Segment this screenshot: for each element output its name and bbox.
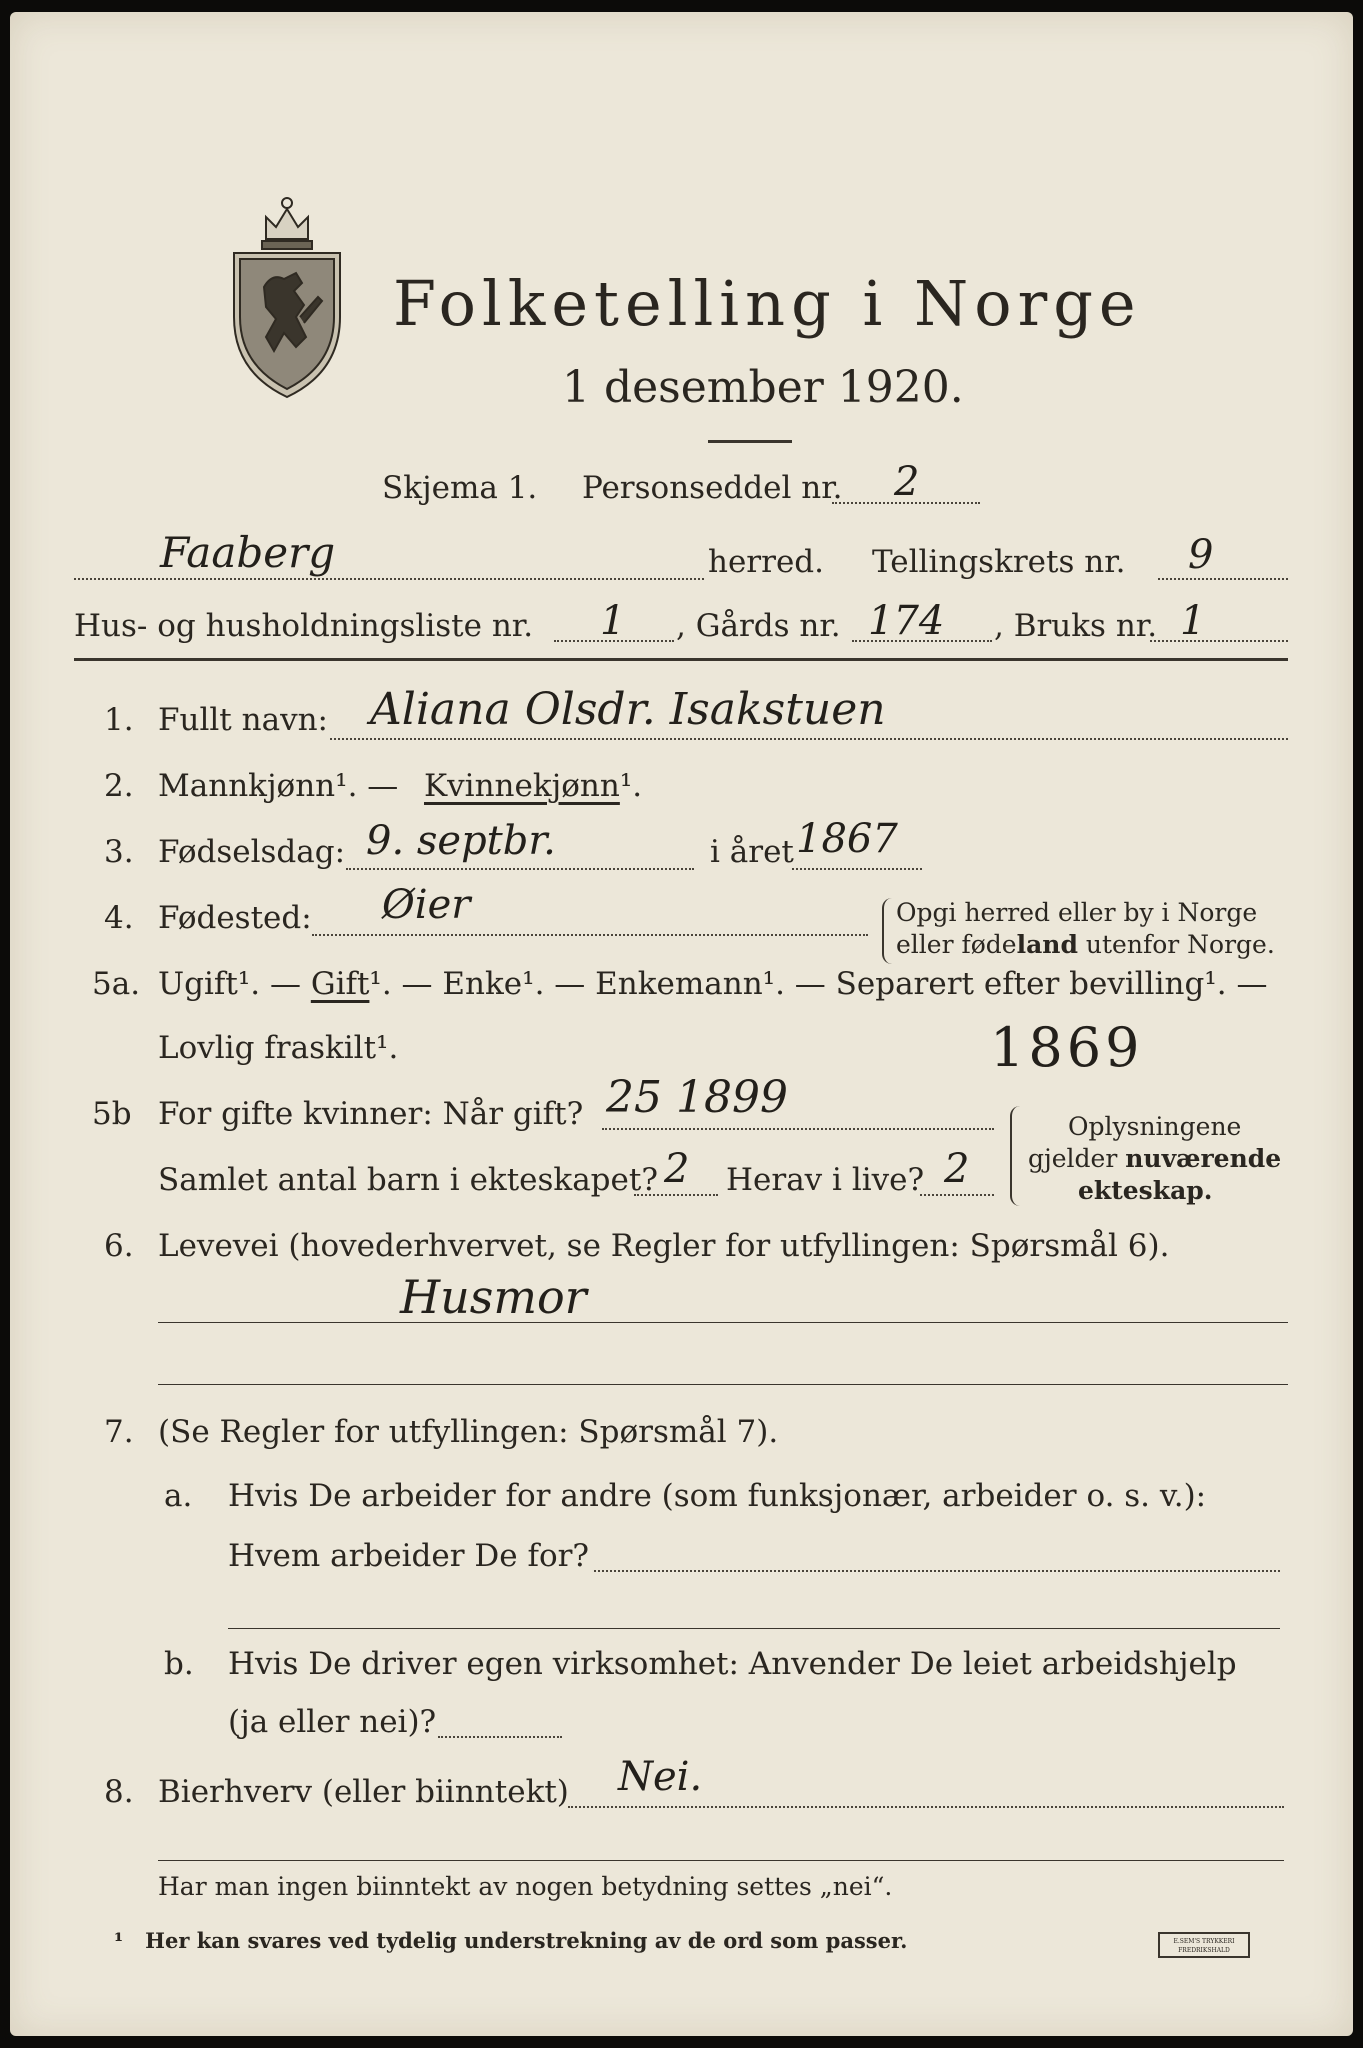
q6-number: 6.	[104, 1228, 134, 1264]
census-form-sheet	[10, 12, 1353, 2036]
printer-stamp	[1158, 1932, 1250, 1958]
tellingskrets-value: 9	[1188, 532, 1214, 578]
q1-fullname-value: Aliana Olsdr. Isakstuen	[370, 684, 886, 735]
title-rule	[708, 440, 792, 443]
q4-note-line2-a: eller føde	[896, 930, 1017, 959]
q6-line-1	[158, 1322, 1288, 1323]
herred-line	[74, 578, 704, 580]
hus-value: 1	[600, 598, 626, 644]
footnote-marker: ¹	[114, 1928, 124, 1953]
q5b-barn-label: Samlet antal barn i ekteskapet?	[158, 1162, 658, 1198]
q5a-gift-option: Gift	[310, 966, 370, 1002]
q7b-letter: b.	[164, 1646, 194, 1682]
q6-label: Levevei (hovederhvervet, se Regler for utfyllingen: Spørsmål 6).	[158, 1228, 1170, 1264]
herred-value: Faaberg	[160, 528, 336, 577]
q4-label: Fødested:	[158, 900, 312, 936]
q4-line	[312, 934, 868, 936]
q8-note: Har man ingen biinntekt av nogen betydning settes „nei“.	[158, 1872, 893, 1901]
personseddel-value: 2	[894, 459, 920, 505]
q5b-barn-line	[634, 1194, 718, 1196]
q7a-text: Hvis De arbeider for andre (som funksjonær, arbeider o. s. v.):	[228, 1478, 1207, 1514]
q7b-question: (ja eller nei)?	[228, 1704, 437, 1740]
footnote	[114, 1928, 907, 1953]
q2-female-option-row	[424, 768, 642, 804]
q5b-barn-value: 2	[664, 1146, 690, 1192]
q5b-live-line	[920, 1194, 994, 1196]
q5a-ugift: Ugift¹. —	[158, 966, 301, 1002]
q3-year-value: 1867	[796, 816, 898, 862]
q8-label: Bierhverv (eller biinntekt)	[158, 1774, 569, 1810]
q2-number: 2.	[104, 768, 134, 804]
printer-stamp-line1: E.SEM'S TRYKKERI	[1173, 1938, 1235, 1945]
q5b-note-line2	[1028, 1144, 1281, 1173]
q4-note-line2	[896, 930, 1275, 959]
q7a-letter: a.	[164, 1478, 193, 1514]
tellingskrets-label: Tellingskrets nr.	[872, 544, 1126, 580]
form-title: Folketelling i Norge	[393, 267, 1142, 340]
q2-male-option: Mannkjønn¹. —	[158, 768, 399, 804]
q8-line	[568, 1806, 1284, 1808]
q7-number: 7.	[104, 1414, 134, 1450]
q5a-line2: Lovlig fraskilt¹.	[158, 1030, 399, 1066]
q4-number: 4.	[104, 900, 134, 936]
q5a-rest: ¹. — Enke¹. — Enkemann¹. — Separert efter bevilling¹. —	[369, 966, 1268, 1002]
q5a-options	[158, 966, 1267, 1002]
q3-year-label: i året	[710, 834, 794, 870]
q6-line-2	[158, 1384, 1288, 1385]
q5b-note-line3: ekteskap.	[1078, 1176, 1213, 1205]
q8-number: 8.	[104, 1774, 134, 1810]
q3-birthday-value: 9. septbr.	[366, 818, 556, 864]
bruks-line	[1150, 640, 1288, 642]
personseddel-label: Personseddel nr.	[582, 470, 843, 506]
q4-note-line1: Opgi herred eller by i Norge	[896, 898, 1258, 927]
q5b-line	[602, 1128, 994, 1130]
header-divider	[74, 658, 1288, 661]
q4-note-brace	[882, 898, 894, 964]
q5b-note-brace	[1010, 1106, 1024, 1206]
q4-note-line2-b: land	[1016, 930, 1078, 959]
q5b-note-line1: Oplysningene	[1068, 1112, 1242, 1141]
q5a-handwritten-year: 1869	[990, 1016, 1144, 1079]
footnote-text: Her kan svares ved tydelig understrekning av de ord som passer.	[145, 1928, 908, 1953]
census-date: 1 desember 1920.	[562, 362, 964, 413]
q7b-line	[438, 1736, 562, 1738]
gards-label: , Gårds nr.	[676, 608, 841, 644]
q2-female-sup: ¹.	[619, 768, 643, 804]
q7a-line-1	[594, 1570, 1280, 1572]
printer-stamp-line2: FREDRIKSHALD	[1178, 1947, 1230, 1954]
herred-label: herred.	[708, 544, 824, 580]
q5b-live-label: Herav i live?	[726, 1162, 925, 1198]
q7-label: (Se Regler for utfyllingen: Spørsmål 7).	[158, 1414, 779, 1450]
skjema-label: Skjema 1.	[382, 470, 538, 506]
q5b-label: For gifte kvinner: Når gift?	[158, 1096, 584, 1132]
tellingskrets-line	[1158, 578, 1288, 580]
q3-number: 3.	[104, 834, 134, 870]
bruks-value: 1	[1180, 598, 1206, 644]
q5a-number: 5a.	[92, 966, 141, 1002]
q3-label: Fødselsdag:	[158, 834, 346, 870]
q5b-live-value: 2	[944, 1146, 970, 1192]
bruks-label: , Bruks nr.	[994, 608, 1158, 644]
q6-livelihood-value: Husmor	[400, 1270, 587, 1324]
q8-sideline-value: Nei.	[618, 1754, 703, 1800]
q1-label: Fullt navn:	[158, 702, 328, 738]
hus-label: Hus- og husholdningsliste nr.	[74, 608, 534, 644]
q7a-line-2	[228, 1628, 1280, 1629]
q3-year-line	[792, 868, 922, 870]
q3-line	[346, 868, 694, 870]
q7a-question: Hvem arbeider De for?	[228, 1538, 590, 1574]
q8-line-2	[158, 1860, 1284, 1861]
q1-number: 1.	[104, 702, 134, 738]
gards-value: 174	[868, 598, 945, 644]
q5b-note-line2-b: nuværende	[1125, 1144, 1282, 1173]
q7b-text: Hvis De driver egen virksomhet: Anvender De leiet arbeidshjelp	[228, 1646, 1237, 1682]
q2-female-option: Kvinnekjønn	[424, 768, 620, 804]
q1-line	[330, 738, 1288, 740]
coat-of-arms-icon	[226, 187, 348, 402]
q5b-number: 5b	[92, 1096, 132, 1132]
q5b-married-value: 25 1899	[606, 1072, 788, 1123]
q4-note-line2-c: utenfor Norge.	[1077, 930, 1275, 959]
q5b-note-line2-a: gjelder	[1028, 1144, 1126, 1173]
q4-birthplace-value: Øier	[382, 882, 471, 928]
